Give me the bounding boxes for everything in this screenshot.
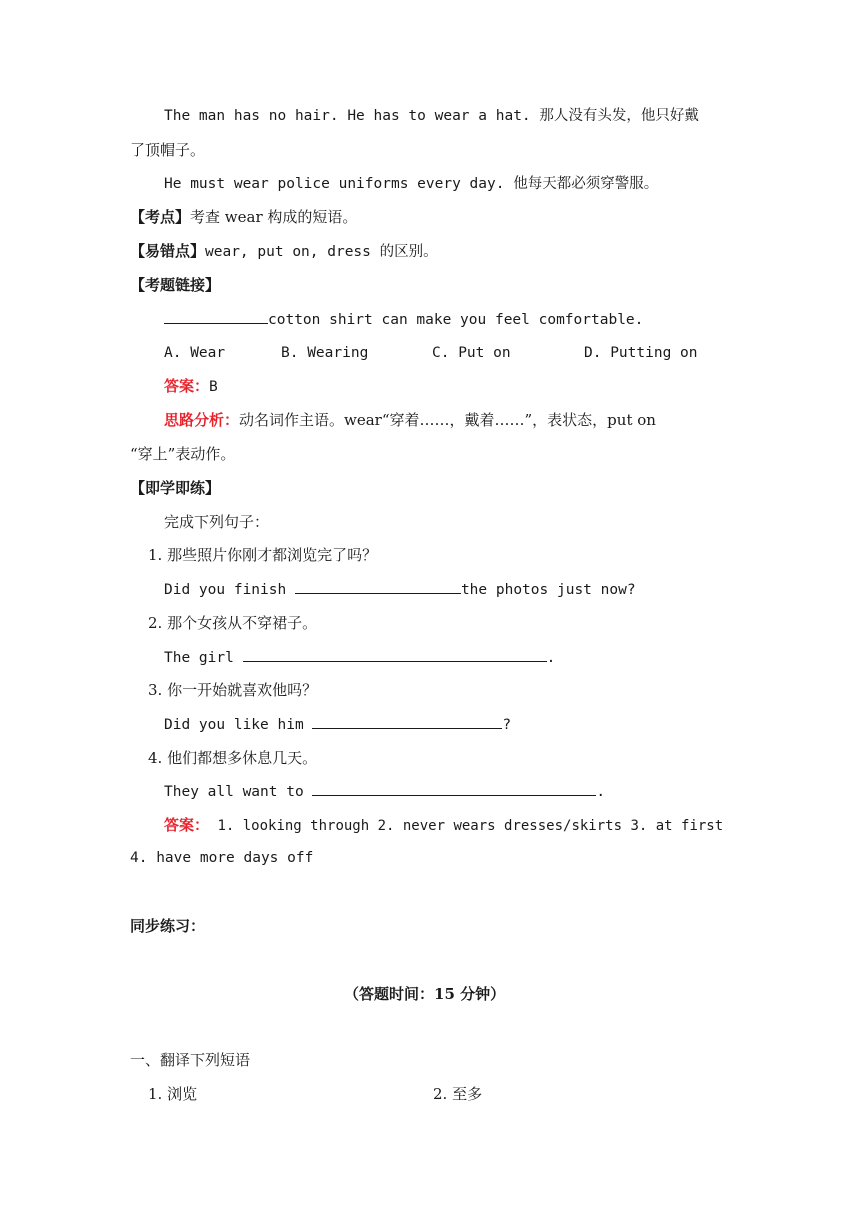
option-a: A. Wear <box>164 345 226 361</box>
question-line <box>164 309 643 330</box>
answers-label: 答案： <box>164 816 210 834</box>
kaodian-label: 【考点】 <box>130 208 191 226</box>
instruction: 完成下列句子： <box>164 513 270 531</box>
example-sentence-1: The man has no hair. He has to wear a hat. 那人没有头发，他只好戴 <box>164 108 699 124</box>
analysis-text: 动名词作主语。wear“穿着……，戴着……”，表状态，put on <box>239 411 656 429</box>
yicuo-label: 【易错点】 <box>130 242 206 260</box>
option-d: D. Putting on <box>584 345 698 361</box>
sentence-1-en-end: the photos just now? <box>460 582 636 598</box>
sentence-4-en-start: They all want to <box>164 784 313 800</box>
answers-text: 1. looking through 2. never wears dresses/skirts 3. at first <box>209 818 724 834</box>
sentence-1-en-start: Did you finish <box>164 582 295 598</box>
sentence-2-blank <box>243 647 547 662</box>
analysis-line-cont: “穿上”表动作。 <box>130 445 236 463</box>
answer-value: B <box>209 379 218 395</box>
sentence-2-en-start: The girl <box>164 650 243 666</box>
section-1-heading: 一、翻译下列短语 <box>130 1051 251 1069</box>
question-text: cotton shirt can make you feel comfortable. <box>268 312 644 328</box>
yicuo-line <box>130 241 438 262</box>
analysis-label: 思路分析： <box>164 411 240 429</box>
sentence-2-en <box>164 647 555 668</box>
sentence-2-en-end: . <box>546 650 556 666</box>
sentence-1-blank <box>295 579 461 594</box>
sentence-4-blank <box>312 781 596 796</box>
sentence-1-cn: 1. 那些照片你刚才都浏览完了吗？ <box>148 546 378 564</box>
time-note: （答题时间：15 分钟） <box>344 985 506 1003</box>
sentence-2-cn: 2. 那个女孩从不穿裙子。 <box>148 614 318 632</box>
sentence-4-en <box>164 781 605 802</box>
phrase-item-2: 2. 至多 <box>433 1085 483 1103</box>
phrase-item-1: 1. 浏览 <box>148 1085 198 1103</box>
sentence-3-en-start: Did you like him <box>164 717 313 733</box>
sentence-1-en <box>164 579 636 600</box>
analysis-line <box>164 410 656 430</box>
lianjie-heading: 【考题链接】 <box>130 276 221 294</box>
option-b: B. Wearing <box>281 345 369 361</box>
option-c: C. Put on <box>432 345 511 361</box>
sync-practice-title: 同步练习： <box>130 917 206 935</box>
answer-line <box>164 376 218 397</box>
kaodian-line <box>130 207 357 227</box>
sentence-3-cn: 3. 你一开始就喜欢他吗？ <box>148 681 318 699</box>
example-sentence-1-cont: 了顶帽子。 <box>130 141 206 159</box>
sentence-3-en <box>164 714 511 735</box>
sentence-4-en-end: . <box>596 784 606 800</box>
sentence-4-cn: 4. 他们都想多休息几天。 <box>148 749 318 767</box>
kaodian-text: 考查 wear 构成的短语。 <box>190 208 358 226</box>
jixue-heading: 【即学即练】 <box>130 479 221 497</box>
answer-label: 答案： <box>164 377 210 395</box>
answers-line <box>164 815 723 836</box>
answers-line-cont: 4. have more days off <box>130 850 314 866</box>
sentence-3-blank <box>312 714 502 729</box>
sentence-3-en-end: ? <box>502 717 512 733</box>
answer-blank <box>164 309 268 324</box>
example-sentence-2: He must wear police uniforms every day. 他每天都必须穿警服。 <box>164 176 659 192</box>
yicuo-text: wear, put on, dress 的区别。 <box>205 244 438 260</box>
